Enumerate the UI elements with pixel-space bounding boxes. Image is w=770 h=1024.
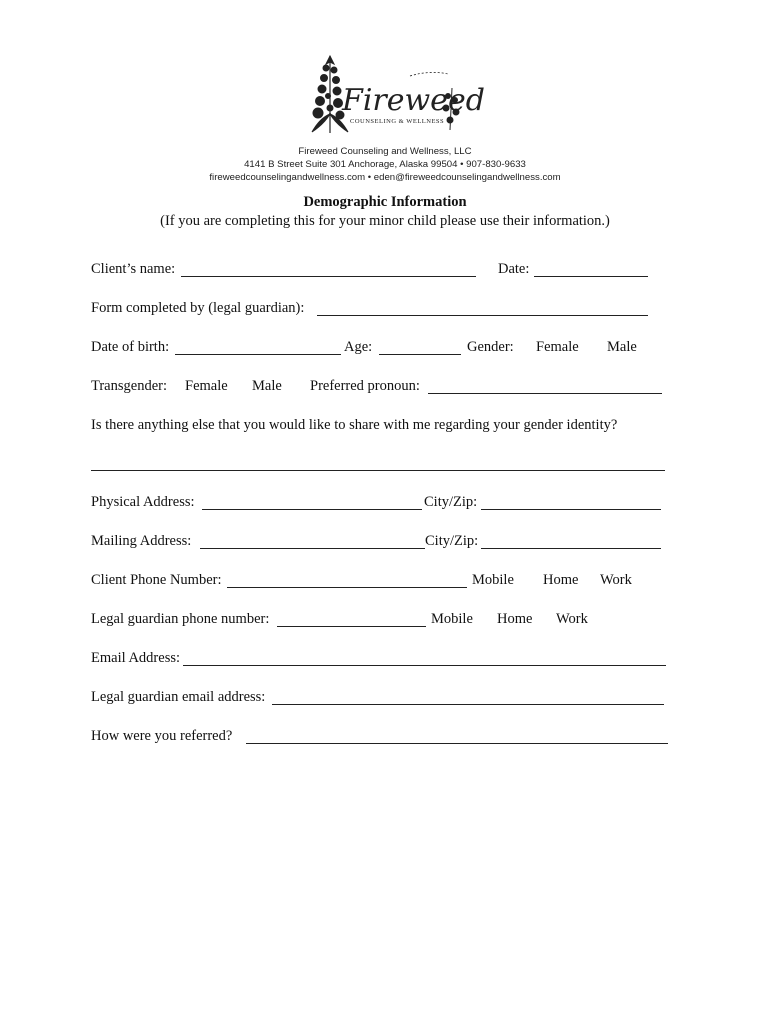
guardian-phone-field[interactable]: [277, 626, 426, 627]
physical-address-field[interactable]: [202, 509, 422, 510]
guardian-email-field[interactable]: [272, 704, 664, 705]
client-phone-option-home[interactable]: Home: [543, 572, 579, 588]
org-contact: fireweedcounselingandwellness.com • eden@fireweedcounselingandwellness.com: [209, 172, 561, 183]
email-field[interactable]: [183, 665, 666, 666]
client-phone-field[interactable]: [227, 587, 467, 588]
fireweed-logo: [300, 48, 485, 136]
guardian-phone-option-home[interactable]: Home: [497, 611, 533, 627]
client-name-row: [91, 259, 671, 279]
transgender-label: Transgender:: [91, 378, 167, 394]
mailing-address-row: [91, 531, 671, 551]
transgender-row: [91, 376, 671, 396]
client-name-label: Client’s name:: [91, 261, 176, 277]
mailing-city-zip-field[interactable]: [481, 548, 661, 549]
dob-field[interactable]: [175, 354, 341, 355]
logo-wordmark: Fireweed: [342, 83, 485, 118]
gender-identity-question: Is there anything else that you would like to share with me regarding your gender identity?: [91, 417, 618, 433]
referral-field[interactable]: [246, 743, 668, 744]
date-label: Date:: [498, 261, 530, 277]
guardian-email-row: [91, 687, 671, 707]
physical-city-zip-label: City/Zip:: [424, 494, 478, 510]
gender-option-male[interactable]: Male: [607, 339, 637, 355]
gender-identity-answer-field[interactable]: [91, 470, 665, 471]
client-phone-row: [91, 570, 671, 590]
logo-tagline: COUNSELING & WELLNESS: [350, 118, 445, 125]
guardian-email-label: Legal guardian email address:: [91, 689, 266, 705]
form-subtitle: (If you are completing this for your minor child please use their information.): [160, 213, 610, 229]
dob-row: [91, 337, 671, 357]
email-row: [91, 648, 671, 668]
mailing-address-label: Mailing Address:: [91, 533, 192, 549]
pronoun-label: Preferred pronoun:: [310, 378, 420, 394]
gender-label: Gender:: [467, 339, 514, 355]
completed-by-field[interactable]: [317, 315, 648, 316]
client-phone-option-work[interactable]: Work: [600, 572, 632, 588]
physical-city-zip-field[interactable]: [481, 509, 661, 510]
completed-by-label: Form completed by (legal guardian):: [91, 300, 305, 316]
age-field[interactable]: [379, 354, 461, 355]
physical-address-row: [91, 492, 671, 512]
transgender-option-female[interactable]: Female: [185, 378, 228, 394]
dob-label: Date of birth:: [91, 339, 170, 355]
pronoun-field[interactable]: [428, 393, 662, 394]
completed-by-row: [91, 298, 671, 318]
transgender-option-male[interactable]: Male: [252, 378, 282, 394]
guardian-phone-label: Legal guardian phone number:: [91, 611, 270, 627]
client-phone-option-mobile[interactable]: Mobile: [472, 572, 514, 588]
age-label: Age:: [344, 339, 373, 355]
referral-label: How were you referred?: [91, 728, 233, 744]
mailing-address-field[interactable]: [200, 548, 425, 549]
gender-identity-row: [91, 415, 671, 435]
client-name-field[interactable]: [181, 276, 476, 277]
guardian-phone-option-work[interactable]: Work: [556, 611, 588, 627]
guardian-phone-row: [91, 609, 671, 629]
org-name: Fireweed Counseling and Wellness, LLC: [298, 146, 472, 157]
physical-address-label: Physical Address:: [91, 494, 195, 510]
date-field[interactable]: [534, 276, 648, 277]
client-phone-label: Client Phone Number:: [91, 572, 222, 588]
mailing-city-zip-label: City/Zip:: [425, 533, 479, 549]
gender-option-female[interactable]: Female: [536, 339, 579, 355]
org-address: 4141 B Street Suite 301 Anchorage, Alaska 99504 • 907-830-9633: [244, 159, 526, 170]
form-title: Demographic Information: [303, 194, 467, 210]
referral-row: [91, 726, 671, 746]
email-label: Email Address:: [91, 650, 181, 666]
guardian-phone-option-mobile[interactable]: Mobile: [431, 611, 473, 627]
